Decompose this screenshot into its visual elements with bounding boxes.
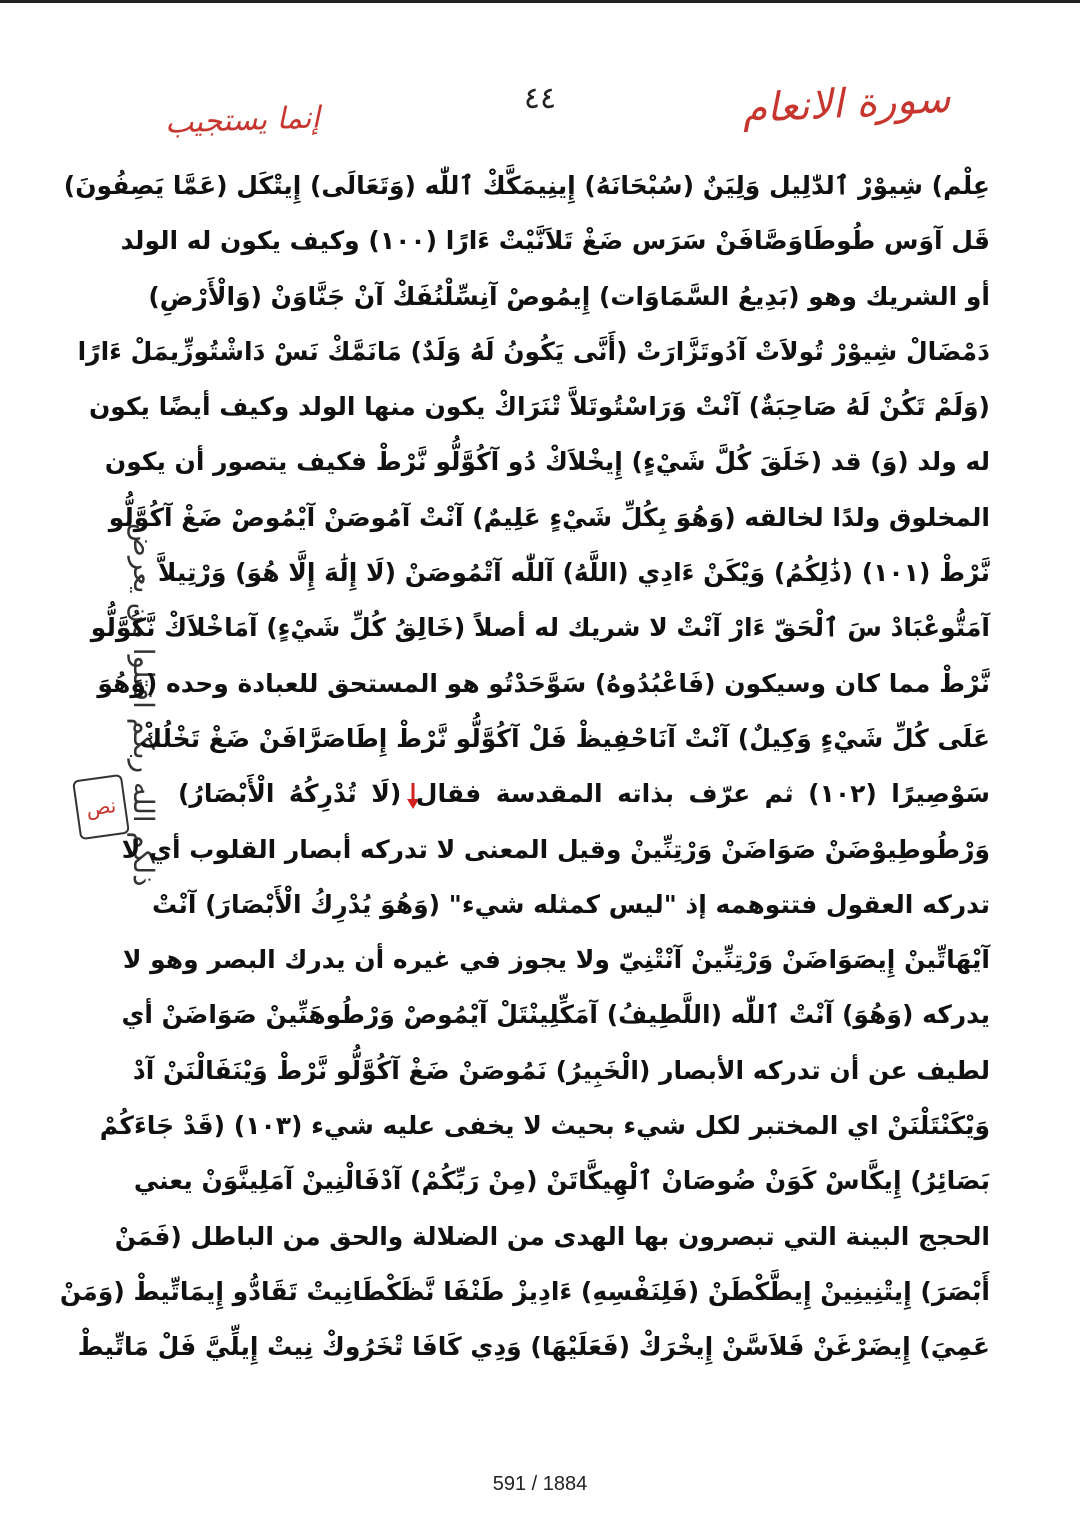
text-line: سَوْصِيرًا (١٠٢) ثم عرّف بذاته المقدسة فقال (لَا تُدْرِكُهُ الْأَبْصَارُ) [178, 779, 991, 809]
margin-box-label: نص [72, 774, 130, 840]
page-number: ٤٤ [523, 81, 557, 116]
surah-name-handwritten: سورة الانعام [740, 75, 952, 133]
text-line: آمَتُّوعْبَادْ سَ ٱلْحَقّ ءَارْ آنْتْ لا شريك له أصلاً (خَالِقُ كُلِّ شَيْءٍ) آمَاخْلاَكْ نَّكُوَّلُّو [90, 613, 990, 643]
text-line: له ولد (وَ) قد (خَلَقَ كُلَّ شَيْءٍ) إِيخْلاَكْ دُو آكُوَّلُّو نَّرْطْ فكيف يتصور أن يكون [104, 447, 990, 477]
page-indicator: 591 / 1884 [492, 1473, 588, 1495]
text-line: أو الشريك وهو (بَدِيعُ السَّمَاوَات) إِيمُوصْ آنِسِّلْنُفَكْ آنْ جَنَّاوَنْ (وَالْأَرْضِ) [148, 281, 990, 311]
text-line: الحجج البينة التي تبصرون بها الهدى من الضلالة والحق من الباطل (فَمَنْ [114, 1221, 990, 1251]
text-line: أَبْصَرَ) إِيتْنِينِينْ إِيطَّكْطَنْ (فَلِنَفْسِهِ) ءَادِيزْ طَنْفَا نَّظَكْطَانِيتْ تَقَادُّو إِيمَاتِّيطْ (وَمَنْ [59, 1276, 990, 1306]
text-line: بَصَائِرُ) إِيكَّاسْ كَوَنْ ضُوصَانْ ٱلْهِيكَّاتَنْ (مِنْ رَبِّكُمْ) آدْفَالْنِينْ آمَلِينَّوَنْ يعني [133, 1166, 990, 1196]
text-line: يدركه (وَهُوَ) آنْتْ ٱللّٰه (اللَّطِيفُ) آمَكِّلِينْتَلْ آيْمُوصْ وَرْطُوهَنِّينْ صَوَاضَنْ أي [121, 1000, 990, 1030]
text-line: آيْهَاتِّينْ إِيصَوَاضَنْ وَرْتِنِّينْ آنْتْنِيّ ولا يجوز في غيره أن يدرك البصر وهو لا [122, 945, 990, 975]
text-line: عَلَى كُلِّ شَيْءٍ وَكِيلٌ) آنْتْ آنَاحْفِيظْ فَلْ آكُوَّلُّو نَّرْطْ إِطَاصَرَّافَنْ ضَغْ تَخْلُكْ [139, 723, 990, 753]
text-line: وَرْطُوطِيوْضَنْ صَوَاضَنْ وَرْتِنِّينْ وقيل المعنى لا تدركه أبصار القلوب أي لا [121, 834, 990, 864]
text-line: عَمِيَ) إِيضَرْغَنْ فَلاَسَّنْ إِيخْرَكْ (فَعَلَيْهَا) وَدِي كَافَا تْخَرُوكْ نِيتْ إِيلِّيَّ فَلْ مَاتِّيطْ [77, 1332, 990, 1362]
text-line: المخلوق ولدًا لخالقه (وَهُوَ بِكُلِّ شَيْءٍ عَلِيمٌ) آنْتْ آمُوصَنْ آيْمُوصْ ضَغْ آكُوَّلُّو [108, 502, 990, 532]
text-line: دَمْضَالْ شِيوْرْ تُولاَتْ آدُوتَزَّارَتْ (أَنَّى يَكُونُ لَهُ وَلَدٌ) مَانَمَّكْ نَسْ دَاشْتُوزِّيمَلْ ءَارًا [77, 336, 990, 366]
text-line: تدركه العقول فتتوهمه إذ "ليس كمثله شيء" (وَهُوَ يُدْرِكُ الْأَبْصَارَ) آنْتْ [152, 889, 990, 919]
text-line: قَل آوَس طُوطَاوَصَّافَنْ سَرَس ضَغْ تَلاَنَّيْتْ ءَارًا (١٠٠) وكيف يكون له الولد [120, 226, 990, 256]
text-line: نَّرْطْ مما كان وسيكون (فَاعْبُدُوهُ) سَوَّحَدْتُو هو المستحق للعبادة وحده (وَهُوَ [97, 668, 990, 698]
margin-note-text: ذلكم الله ربكم اقتلوا من يعرض [127, 523, 160, 887]
text-line: نَّرْطْ (١٠١) (ذَٰلِكُمُ) وَيْكَنْ ءَادِي (اللَّهُ) آللّٰه آتْمُوصَنْ (لَا إِلَٰهَ إِلَّا هُوَ) وَرْتِيلاَّ [157, 558, 990, 588]
text-line: لطيف عن أن تدركه الأبصار (الْخَبِيرُ) نَمُوصَنْ ضَغْ آكُوَّلُّو نَّرْطْ وَيْنَفَالْنَنْ آدْ [132, 1055, 990, 1085]
text-line: وَيْكَنْتَلْنَنْ اي المختبر لكل شيء بحيث لا يخفى عليه شيء (١٠٣) (قَدْ جَاءَكُمْ [99, 1111, 990, 1141]
text-line: عِلْم) شِيوْرْ ٱلدّٰلِيل وَلِيَنٌ (سُبْحَانَهُ) إِينِيمَكَّكْ ٱللّٰه (وَتَعَالَى) إِيتْكَل (عَمَّا يَصِفُونَ) [63, 171, 990, 200]
top-left-handwritten-note: إنما يستجيب [164, 100, 321, 141]
text-line: (وَلَمْ تَكُنْ لَهُ صَاحِبَةٌ) آنْتْ وَرَاسْتُوتَلاَّ تْنَرَاكْ يكون منها الولد وكيف أيضًا يكون [88, 392, 990, 422]
